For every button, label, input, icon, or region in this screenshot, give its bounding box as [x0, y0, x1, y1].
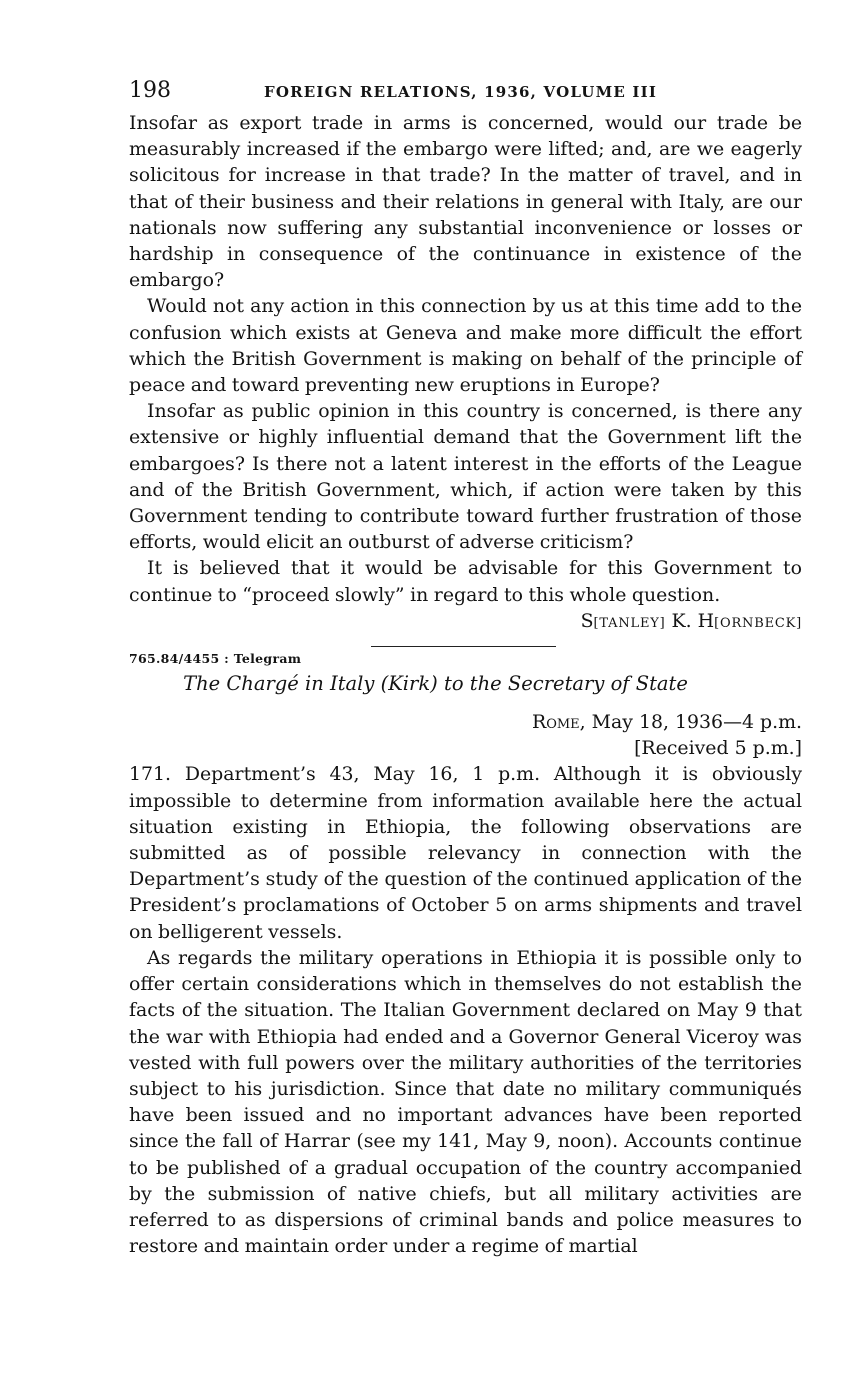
- dateline-place: Rome: [531, 711, 580, 734]
- page-header: [129, 74, 802, 110]
- telegram-header: [129, 637, 802, 709]
- memo-paragraph-3: Insofar as public opinion in this country is concerned, is there any extensive or highly influential demand that the Government lift the embargoes? Is there not a latent interest in the efforts of the League and of the British Government, which, if action were taken by this Government tending to contribute toward further frustration of those efforts, would elicit an outburst of adverse criticism?: [129, 400, 802, 554]
- page-number: 198: [129, 78, 171, 103]
- file-reference: 765.84/4455 : Telegram: [129, 651, 302, 667]
- memo-paragraph-4: It is believed that it would be advisable for this Government to continue to “proceed slowly” in regard to this whole question.: [129, 557, 802, 606]
- sig-initial-s: S: [580, 609, 594, 632]
- sig-bracket-tanley: [TANLEY]: [593, 615, 666, 631]
- document-page: [129, 74, 802, 1259]
- telegram-paragraph-2: As regards the military operations in Ethiopia it is possible only to offer certain considerations which in themselves do not establish the facts of the situation. The Italian Government declared on May 9 that the war with Ethiopia had ended and a Governor General Viceroy was vested with full powers over the military authorities of the territories subject to his jurisdiction. Since that date no military communiqués have been issued and no important advances have been reported since the fall of Harrar (see my 141, May 9, noon). Accounts continue to be published of a gradual occupation of the country accompanied by the submission of native chiefs, but all military activities are referred to as dispersions of criminal bands and police measures to restore and maintain order under a regime of martial: [129, 946, 802, 1258]
- section-divider: [371, 646, 556, 647]
- dateline-date-time: , May 18, 1936—4 p.m.: [579, 711, 802, 734]
- memo-paragraph-1: Insofar as export trade in arms is concerned, would our trade be measurably increased if the embargo were lifted; and, are we eagerly solicitous for increase in that trade? In the matter of travel, and in that of their business and their relations in general with Italy, are our nationals now suffering any substantial inconvenience or losses or hardship in consequence of the continuance in existence of the embargo?: [129, 112, 802, 292]
- memo-paragraph-2: Would not any action in this connection by us at this time add to the confusion which exists at Geneva and make more difficult the effort which the British Government is making on behalf of the principle of peace and toward preventing new eruptions in Europe?: [129, 295, 802, 397]
- telegram-dateline: [129, 709, 802, 735]
- running-head: FOREIGN RELATIONS, 1936, VOLUME III: [264, 83, 658, 101]
- memo-signature: [129, 608, 802, 637]
- received-note: [Received 5 p.m.]: [634, 737, 802, 760]
- telegram-heading: The Chargé in Italy (Kirk) to the Secretary of State: [183, 672, 688, 696]
- sig-bracket-ornbeck: [ORNBECK]: [714, 615, 802, 631]
- telegram-paragraph-1: 171. Department’s 43, May 16, 1 p.m. Although it is obviously impossible to determine from information available here the actual situation existing in Ethiopia, the following observations are submitted as of possible relevancy in connection with the Department’s study of the question of the continued application of the President’s proclamations of October 5 on arms shipments and travel on belligerent vessels.: [129, 763, 802, 943]
- sig-initial-kh: K. H: [665, 609, 715, 632]
